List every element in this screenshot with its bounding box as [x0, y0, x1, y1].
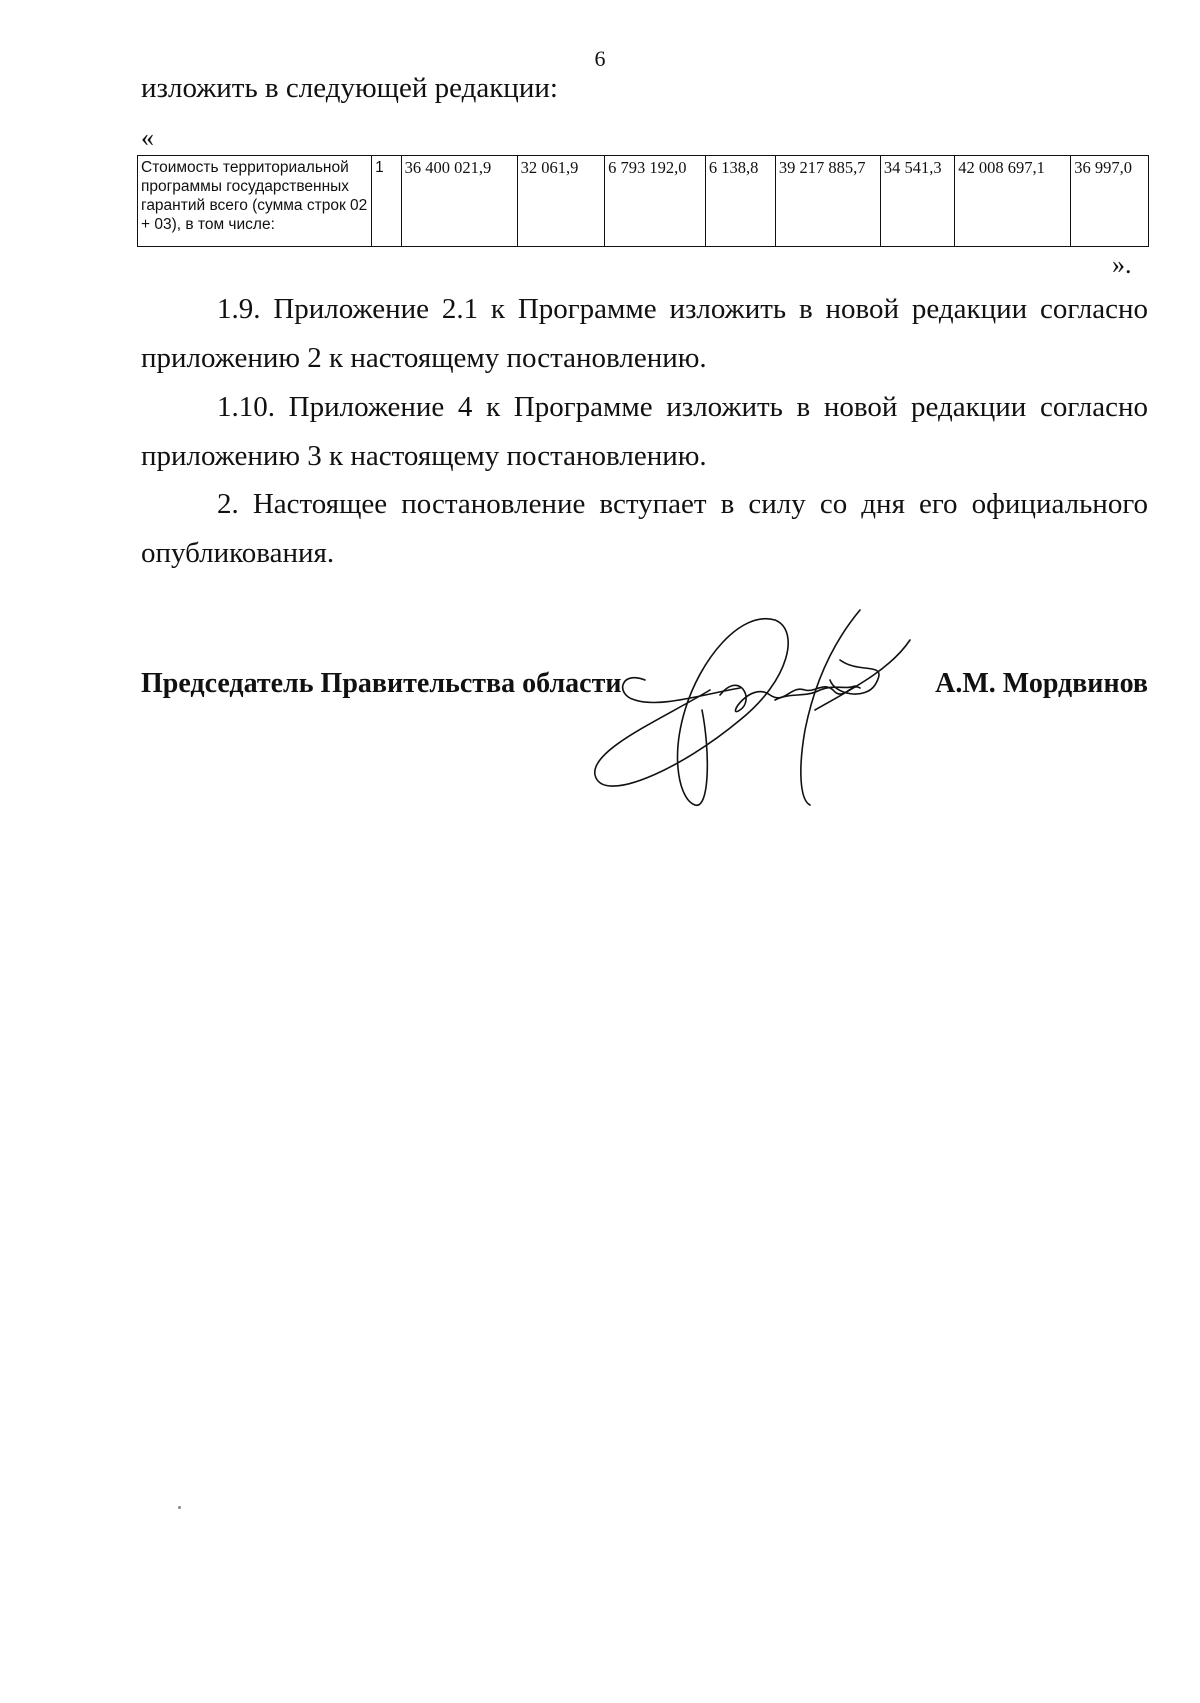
intro-text: изложить в следующей редакции:: [141, 72, 558, 104]
value-cell: 6 793 192,0: [605, 156, 706, 247]
value-cell: 34 541,3: [880, 156, 954, 247]
paragraph-text: 2. Настоящее постановление вступает в силу со дня его официального опубликования.: [141, 488, 1148, 569]
value-cell: 42 008 697,1: [955, 156, 1071, 247]
handwritten-signature: [590, 600, 950, 815]
value-cell: 36 997,0: [1071, 156, 1149, 247]
table-row: [138, 156, 1149, 247]
paragraph-1-9: [141, 285, 1148, 383]
paragraph-2: [141, 480, 1148, 578]
value-cell: 36 400 021,9: [401, 156, 517, 247]
paragraph-1-10: [141, 383, 1148, 481]
close-quote: ».: [1112, 250, 1132, 279]
paragraph-text: 1.10. Приложение 4 к Программе изложить в новой редакции согласно приложению 3 к настоящему постановлению.: [141, 391, 1148, 472]
page-number: 6: [594, 46, 606, 71]
paragraph-text: 1.9. Приложение 2.1 к Программе изложить в новой редакции согласно приложению 2 к настоящему постановлению.: [141, 293, 1148, 374]
value-cell: 6 138,8: [705, 156, 775, 247]
line-number-cell: 1: [372, 156, 402, 247]
scan-speck: [178, 1506, 181, 1509]
signatory-name: А.М. Мордвинов: [935, 668, 1148, 699]
cost-table: [137, 155, 1149, 247]
signatory-title: Председатель Правительства области: [141, 668, 622, 699]
value-cell: 32 061,9: [517, 156, 605, 247]
open-quote: «: [141, 123, 154, 152]
row-label-cell: Стоимость территориальной программы государственных гарантий всего (сумма строк 02 + 03), в том числе:: [138, 156, 372, 247]
value-cell: 39 217 885,7: [775, 156, 880, 247]
